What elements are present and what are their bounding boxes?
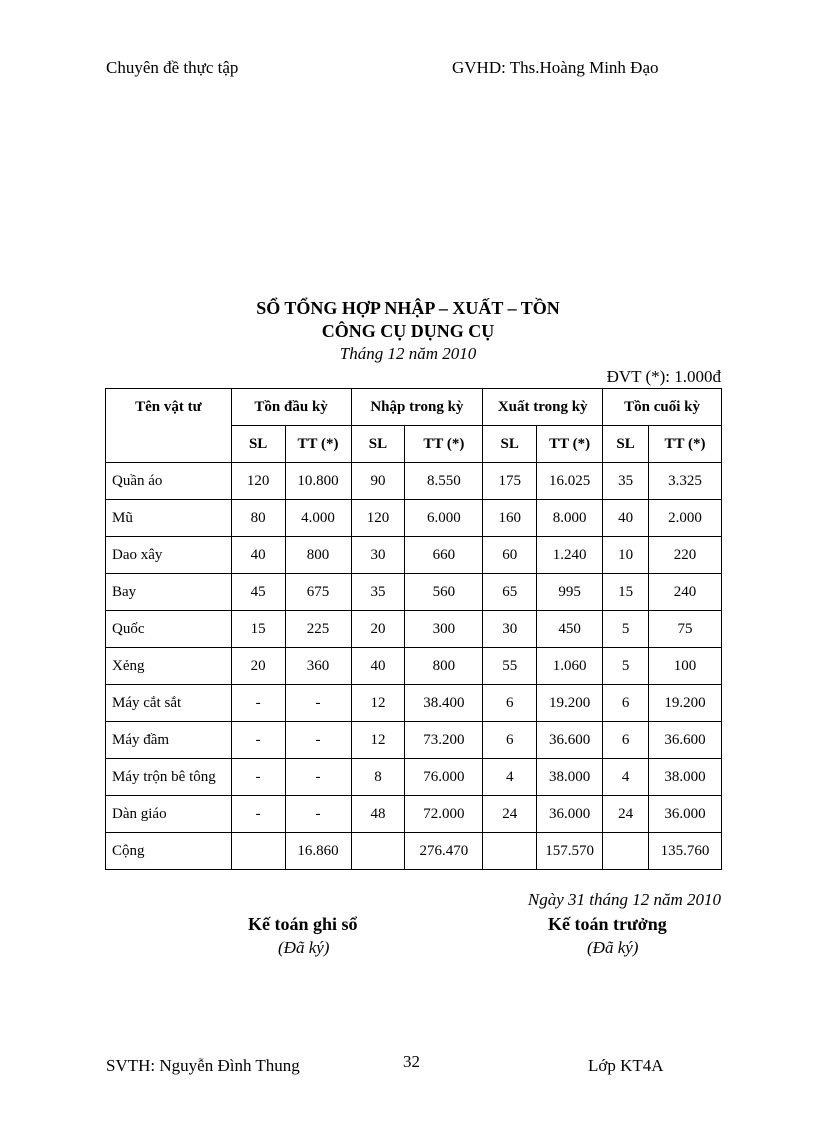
col-header-sl: SL [351,426,405,463]
cell-value: 175 [483,463,537,500]
table-header-row [106,389,722,426]
cell-value: 80 [231,500,285,537]
cell-value: 225 [285,611,351,648]
cell-value: - [231,722,285,759]
cell-value: 45 [231,574,285,611]
cell-value: 72.000 [405,796,483,833]
cell-value: - [231,796,285,833]
cell-value: 36.600 [537,722,603,759]
col-header-name: Tên vật tư [106,389,232,463]
cell-value: 38.400 [405,685,483,722]
cell-value [351,833,405,870]
cell-value: 16.860 [285,833,351,870]
col-header-sl: SL [231,426,285,463]
cell-item-name: Cộng [106,833,232,870]
cell-value: 300 [405,611,483,648]
signature-left-note: (Đã ký) [278,938,330,957]
signature-right-note: (Đã ký) [587,938,639,957]
cell-value: 12 [351,722,405,759]
cell-value: 1.240 [537,537,603,574]
table-row [106,833,722,870]
cell-item-name: Máy cắt sắt [106,685,232,722]
cell-value: 16.025 [537,463,603,500]
page-number: 32 [403,1052,420,1071]
cell-value: 40 [351,648,405,685]
cell-value: 2.000 [649,500,722,537]
cell-value: 10 [603,537,649,574]
cell-value: 75 [649,611,722,648]
cell-value: 450 [537,611,603,648]
cell-value: 5 [603,648,649,685]
cell-value: 6.000 [405,500,483,537]
table-row [106,648,722,685]
table-row [106,611,722,648]
cell-item-name: Bay [106,574,232,611]
cell-value: 24 [603,796,649,833]
cell-value: 55 [483,648,537,685]
cell-value: - [285,796,351,833]
col-header-group: Tồn cuối kỳ [603,389,722,426]
cell-value: 35 [351,574,405,611]
footer-student: SVTH: Nguyễn Đình Thung [106,1056,300,1075]
cell-value: 6 [603,685,649,722]
cell-value: 240 [649,574,722,611]
cell-item-name: Mũ [106,500,232,537]
cell-value: 20 [351,611,405,648]
cell-value: 30 [483,611,537,648]
inventory-table [105,388,722,870]
report-period: Tháng 12 năm 2010 [339,344,477,363]
cell-value: 19.200 [649,685,722,722]
header-left: Chuyên đề thực tập [106,58,239,77]
col-header-tt: TT (*) [405,426,483,463]
cell-value: 660 [405,537,483,574]
cell-value: 100 [649,648,722,685]
cell-value: 76.000 [405,759,483,796]
cell-value: 19.200 [537,685,603,722]
col-header-tt: TT (*) [649,426,722,463]
cell-item-name: Máy trộn bê tông [106,759,232,796]
unit-label: ĐVT (*): 1.000đ [606,367,721,386]
header-right: GVHD: Ths.Hoàng Minh Đạo [452,58,659,77]
cell-value: 36.000 [537,796,603,833]
cell-value [603,833,649,870]
cell-value: 35 [603,463,649,500]
cell-value: 5 [603,611,649,648]
cell-value: - [285,759,351,796]
cell-value: 38.000 [649,759,722,796]
col-header-tt: TT (*) [285,426,351,463]
table-row [106,574,722,611]
cell-value [483,833,537,870]
cell-value: 8.550 [405,463,483,500]
cell-item-name: Máy đầm [106,722,232,759]
cell-item-name: Xẻng [106,648,232,685]
report-subtitle: CÔNG CỤ DỤNG CỤ [321,321,495,341]
cell-value: 3.325 [649,463,722,500]
cell-value: 675 [285,574,351,611]
cell-value: 40 [231,537,285,574]
col-header-group: Tồn đầu kỳ [231,389,351,426]
cell-value: 4 [603,759,649,796]
cell-item-name: Dao xây [106,537,232,574]
col-header-tt: TT (*) [537,426,603,463]
cell-value: 60 [483,537,537,574]
col-header-sl: SL [483,426,537,463]
cell-value: 800 [285,537,351,574]
cell-value: 36.000 [649,796,722,833]
cell-value: 24 [483,796,537,833]
cell-value: 12 [351,685,405,722]
cell-value: 15 [603,574,649,611]
cell-value: 30 [351,537,405,574]
cell-value: 10.800 [285,463,351,500]
cell-value: 120 [351,500,405,537]
cell-value: 800 [405,648,483,685]
cell-value: 1.060 [537,648,603,685]
cell-value: 560 [405,574,483,611]
cell-value: 6 [483,685,537,722]
cell-value: 65 [483,574,537,611]
cell-value: 38.000 [537,759,603,796]
cell-value: 360 [285,648,351,685]
cell-value: 995 [537,574,603,611]
col-header-group: Xuất trong kỳ [483,389,603,426]
cell-value: 276.470 [405,833,483,870]
col-header-group: Nhập trong kỳ [351,389,483,426]
cell-value: 8.000 [537,500,603,537]
cell-value: - [231,685,285,722]
cell-value: 157.570 [537,833,603,870]
table-row [106,463,722,500]
signature-date: Ngày 31 tháng 12 năm 2010 [527,890,721,909]
cell-value: 135.760 [649,833,722,870]
footer-class: Lớp KT4A [588,1056,664,1075]
cell-value: 73.200 [405,722,483,759]
cell-value: - [285,722,351,759]
cell-value: 15 [231,611,285,648]
cell-item-name: Quần áo [106,463,232,500]
table-row [106,796,722,833]
table-row [106,759,722,796]
table-row [106,685,722,722]
cell-value: 8 [351,759,405,796]
table-row [106,500,722,537]
signature-left-title: Kế toán ghi sổ [248,914,358,934]
cell-value: 4 [483,759,537,796]
cell-value: 40 [603,500,649,537]
cell-value: - [285,685,351,722]
cell-value: 20 [231,648,285,685]
cell-value: 4.000 [285,500,351,537]
cell-item-name: Quốc [106,611,232,648]
cell-value: 48 [351,796,405,833]
cell-value: 160 [483,500,537,537]
signature-right-title: Kế toán trưởng [548,914,667,934]
table-row [106,722,722,759]
cell-value: 6 [483,722,537,759]
cell-value: - [231,759,285,796]
cell-value: 36.600 [649,722,722,759]
cell-value: 6 [603,722,649,759]
col-header-sl: SL [603,426,649,463]
cell-value [231,833,285,870]
cell-value: 120 [231,463,285,500]
cell-value: 90 [351,463,405,500]
table-row [106,537,722,574]
cell-value: 220 [649,537,722,574]
cell-item-name: Dàn giáo [106,796,232,833]
report-title: SỔ TỔNG HỢP NHẬP – XUẤT – TỒN [256,298,560,318]
